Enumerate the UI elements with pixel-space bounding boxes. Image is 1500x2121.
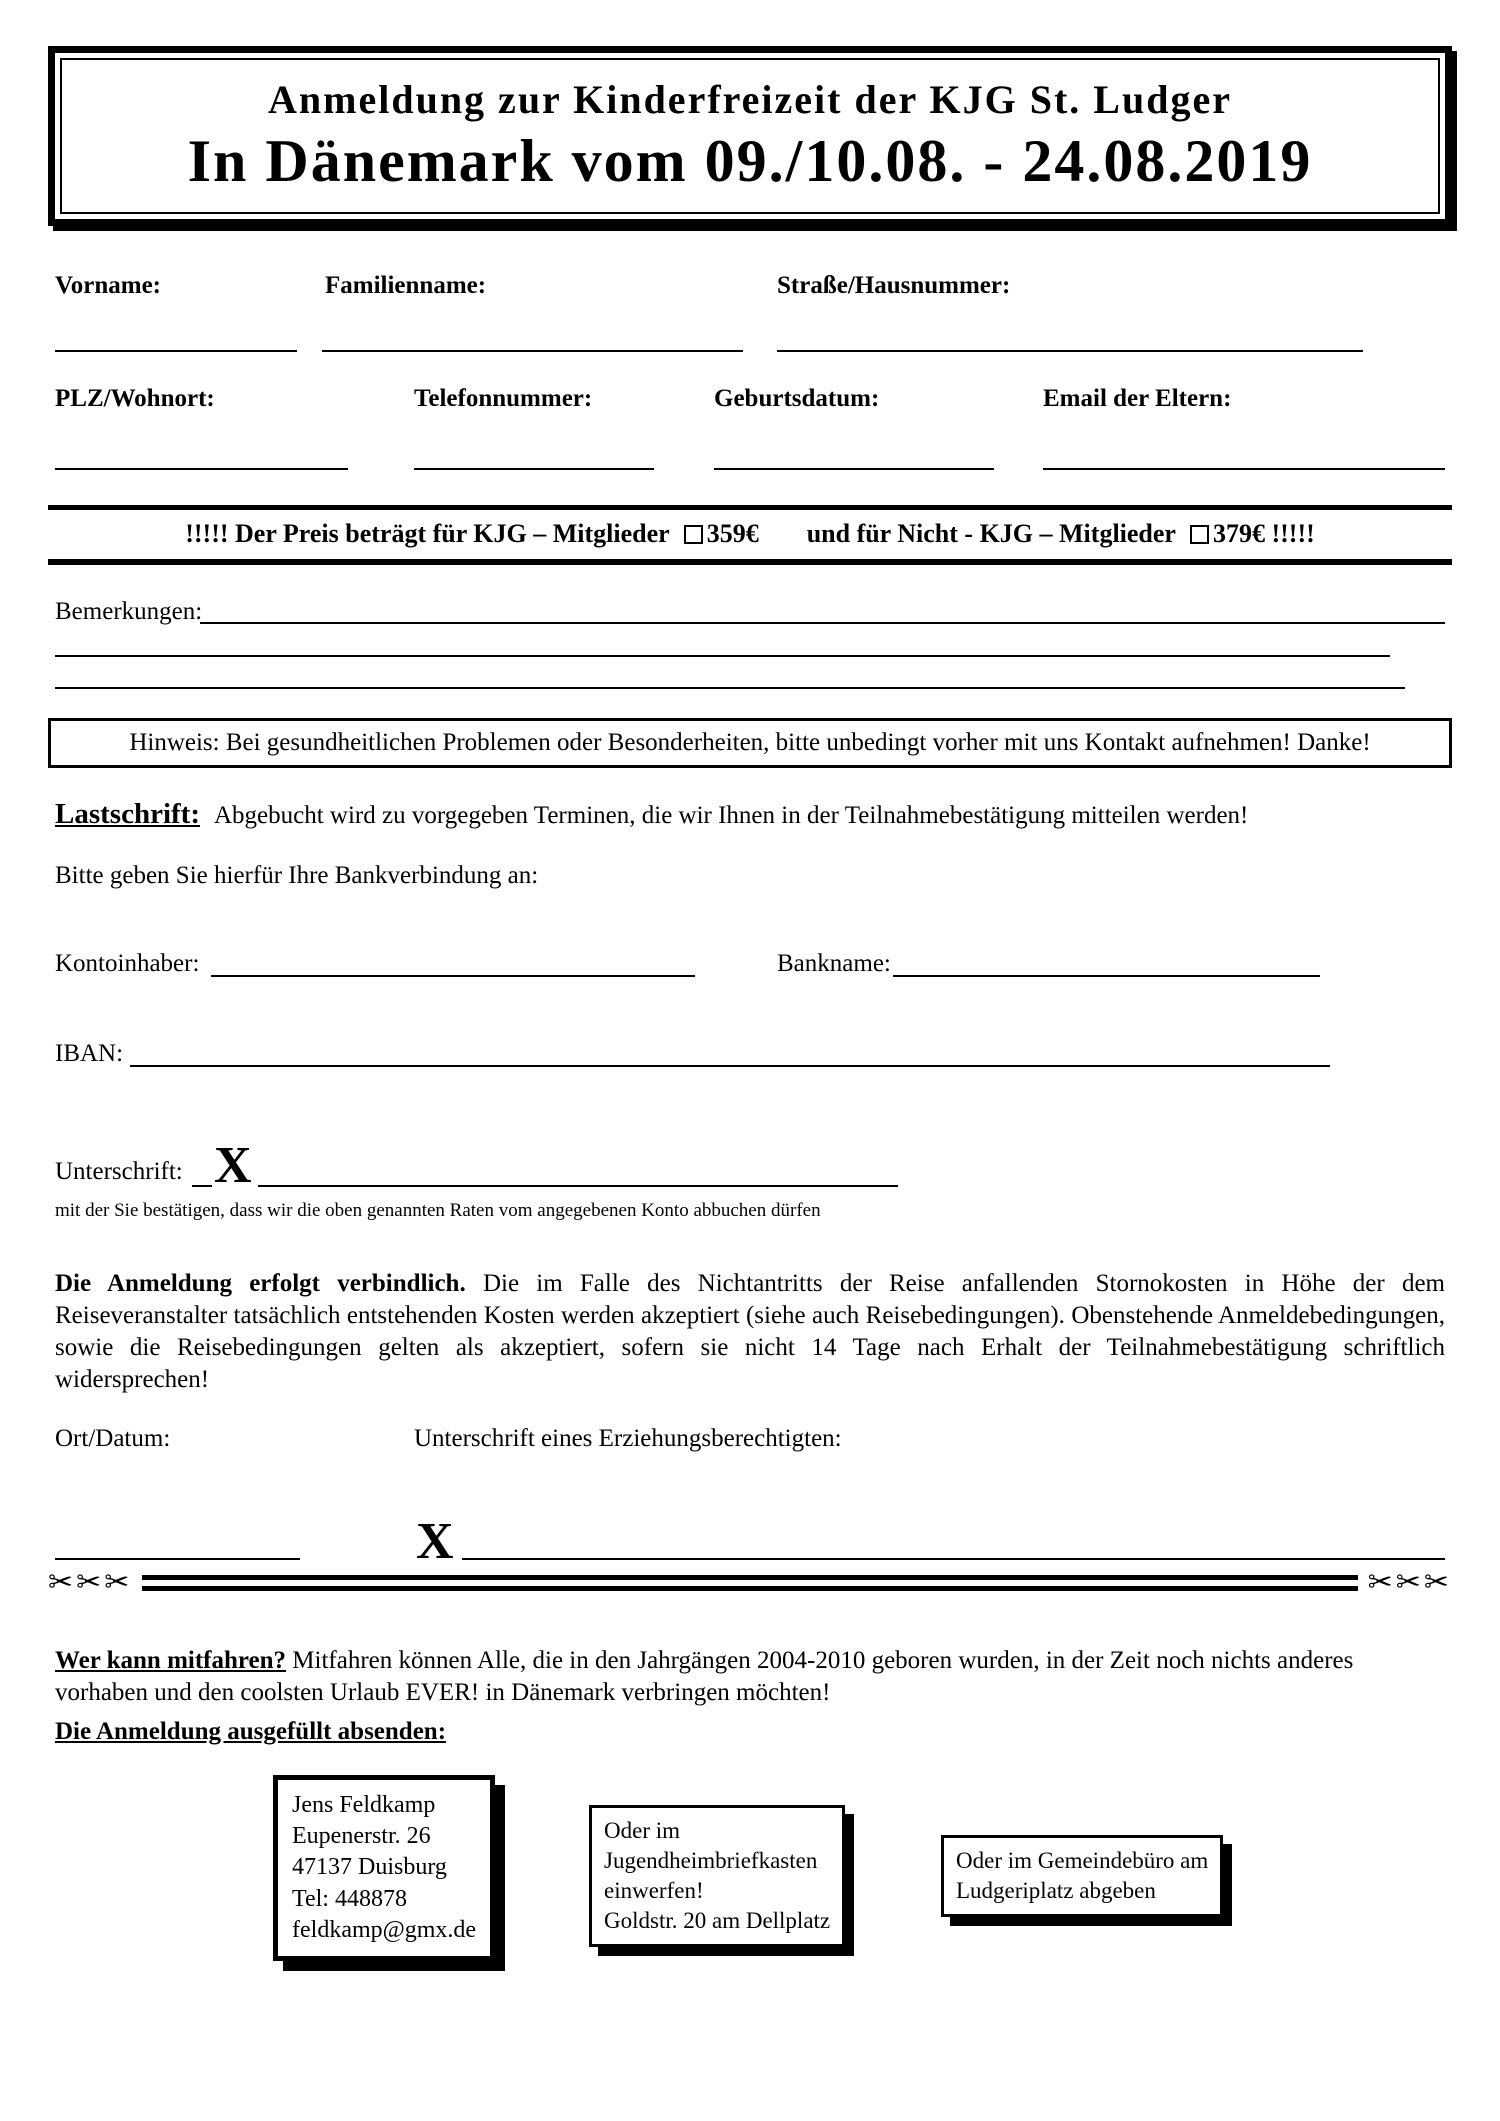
field-label-strasse: Straße/Hausnummer:	[777, 272, 1011, 299]
blank-line-guardian-signature	[462, 1558, 1445, 1560]
office-option-box	[941, 1835, 1223, 1917]
lastschrift-label: Lastschrift:	[55, 798, 200, 830]
bemerkungen-line-3	[55, 687, 1405, 689]
blank-line-vorname	[55, 350, 297, 352]
checkbox-icon-kjg-member	[684, 525, 703, 544]
contact-city: 47137 Duisburg	[292, 1854, 447, 1881]
field-label-geburtsdatum: Geburtsdatum:	[714, 385, 880, 412]
blank-line-ort-datum	[55, 1558, 300, 1560]
blank-line-iban	[130, 1065, 1330, 1067]
mailbox-line: Jugendheimbriefkasten	[604, 1847, 818, 1873]
hinweis-box	[48, 718, 1452, 768]
contact-address-box	[273, 1775, 495, 1961]
blank-line-plz	[55, 468, 348, 470]
bankname-label: Bankname:	[777, 950, 891, 977]
blank-line-familienname	[322, 350, 743, 352]
erziehungsberechtigter-label: Unterschrift eines Erziehungsberechtigten:	[414, 1425, 842, 1452]
blank-line-strasse	[777, 350, 1363, 352]
lastschrift-text: Abgebucht wird zu vorgegeben Terminen, die wir Ihnen in der Teilnahmebestätigung mitteilen werden!	[213, 802, 1249, 829]
who-can-join-lead: Wer kann mitfahren?	[55, 1647, 287, 1674]
office-line: Ludgeriplatz abgeben	[956, 1877, 1156, 1903]
bank-intro-text: Bitte geben Sie hierfür Ihre Bankverbindung an:	[55, 862, 539, 889]
blank-line-telefon	[414, 468, 654, 470]
who-can-join-paragraph	[55, 1645, 1445, 1709]
send-instruction-label: Die Anmeldung ausgefüllt absenden:	[55, 1718, 447, 1745]
cut-double-line	[142, 1575, 1357, 1591]
bemerkungen-line-1	[200, 622, 1445, 624]
who-can-join-text: Mitfahren können Alle, die in den Jahrgängen 2004-2010 geboren wurden, in der Zeit noch nichts anderes vorhaben und den coolsten Urlaub EVER! in Dänemark verbringen möchten!	[55, 1647, 1354, 1706]
iban-label: IBAN:	[55, 1040, 124, 1067]
field-label-plz: PLZ/Wohnort:	[55, 385, 215, 412]
binding-text: Die im Falle des Nichtantritts der Reise anfallenden Stornokosten in Höhe der dem Reiseveranstalter tatsächlich entstehenden Kosten werden akzeptiert (siehe auch Reisebedingungen). Obenstehende Anmeldebedingungen, sowie die Reisebedingungen gelten als akzeptiert, sofern sie nicht 14 Tage nach Erhalt der Teilnahmebestätigung schriftlich widersprechen!	[55, 1270, 1445, 1393]
blank-line-geburtsdatum	[714, 468, 994, 470]
scissors-icon-right: ✂✂✂	[1367, 1565, 1452, 1600]
mailbox-line: einwerfen!	[604, 1877, 704, 1903]
bemerkungen-label: Bemerkungen:	[55, 598, 203, 625]
office-line: Oder im Gemeindebüro am	[956, 1848, 1209, 1873]
contact-name: Jens Feldkamp	[292, 1792, 436, 1818]
ort-datum-label: Ort/Datum:	[55, 1425, 171, 1452]
blank-line-email	[1043, 468, 1445, 470]
field-label-familienname: Familienname:	[325, 272, 487, 299]
form-header-box	[48, 46, 1452, 226]
price-non-member-value: 379€ !!!!!	[1212, 519, 1315, 548]
binding-paragraph	[55, 1268, 1445, 1396]
hinweis-text: Hinweis: Bei gesundheitlichen Problemen oder Besonderheiten, bitte unbedingt vorher mit uns Kontakt aufnehmen! Danke!	[129, 729, 1371, 756]
signature-x-mark-sepa: X	[214, 1137, 252, 1194]
cut-row	[48, 1565, 1452, 1600]
mailbox-line: Goldstr. 20 am Dellplatz	[604, 1907, 831, 1933]
bemerkungen-line-2	[55, 655, 1390, 657]
blank-line-bankname	[893, 975, 1320, 977]
mailbox-line: Oder im	[604, 1818, 681, 1843]
signature-x-mark-guardian: X	[416, 1513, 454, 1570]
field-label-email: Email der Eltern:	[1043, 385, 1232, 412]
binding-lead: Die Anmeldung erfolgt verbindlich.	[55, 1270, 466, 1297]
field-label-vorname: Vorname:	[55, 272, 162, 299]
unterschrift-label: Unterschrift:	[55, 1158, 183, 1185]
kontoinhaber-label: Kontoinhaber:	[55, 950, 200, 977]
contact-email: feldkamp@gmx.de	[292, 1916, 477, 1943]
contact-street: Eupenerstr. 26	[292, 1823, 431, 1850]
mailbox-option-box	[589, 1805, 845, 1947]
lastschrift-row	[55, 798, 1248, 831]
field-label-telefon: Telefonnummer:	[414, 385, 593, 412]
form-header-inner	[60, 58, 1440, 214]
price-member-value: 359€	[706, 519, 759, 548]
unterschrift-note: mit der Sie bestätigen, dass wir die oben genannten Raten vom angegebenen Konto abbuchen dürfen	[55, 1200, 821, 1221]
contact-phone: Tel: 448878	[292, 1885, 407, 1912]
checkbox-icon-non-kjg-member	[1190, 525, 1209, 544]
blank-line-unterschrift	[258, 1185, 898, 1187]
price-text-members: !!!!! Der Preis beträgt für KJG – Mitglieder	[185, 519, 670, 548]
price-bar	[48, 505, 1452, 565]
form-title-line1: Anmeldung zur Kinderfreizeit der KJG St. Ludger	[268, 77, 1232, 122]
blank-line-pre-x	[192, 1185, 212, 1187]
blank-line-kontoinhaber	[211, 975, 695, 977]
scissors-icon-left: ✂✂✂	[48, 1565, 133, 1600]
form-title-line2: In Dänemark vom 09./10.08. - 24.08.2019	[187, 128, 1313, 194]
price-text-non-members: und für Nicht - KJG – Mitglieder	[806, 519, 1176, 548]
